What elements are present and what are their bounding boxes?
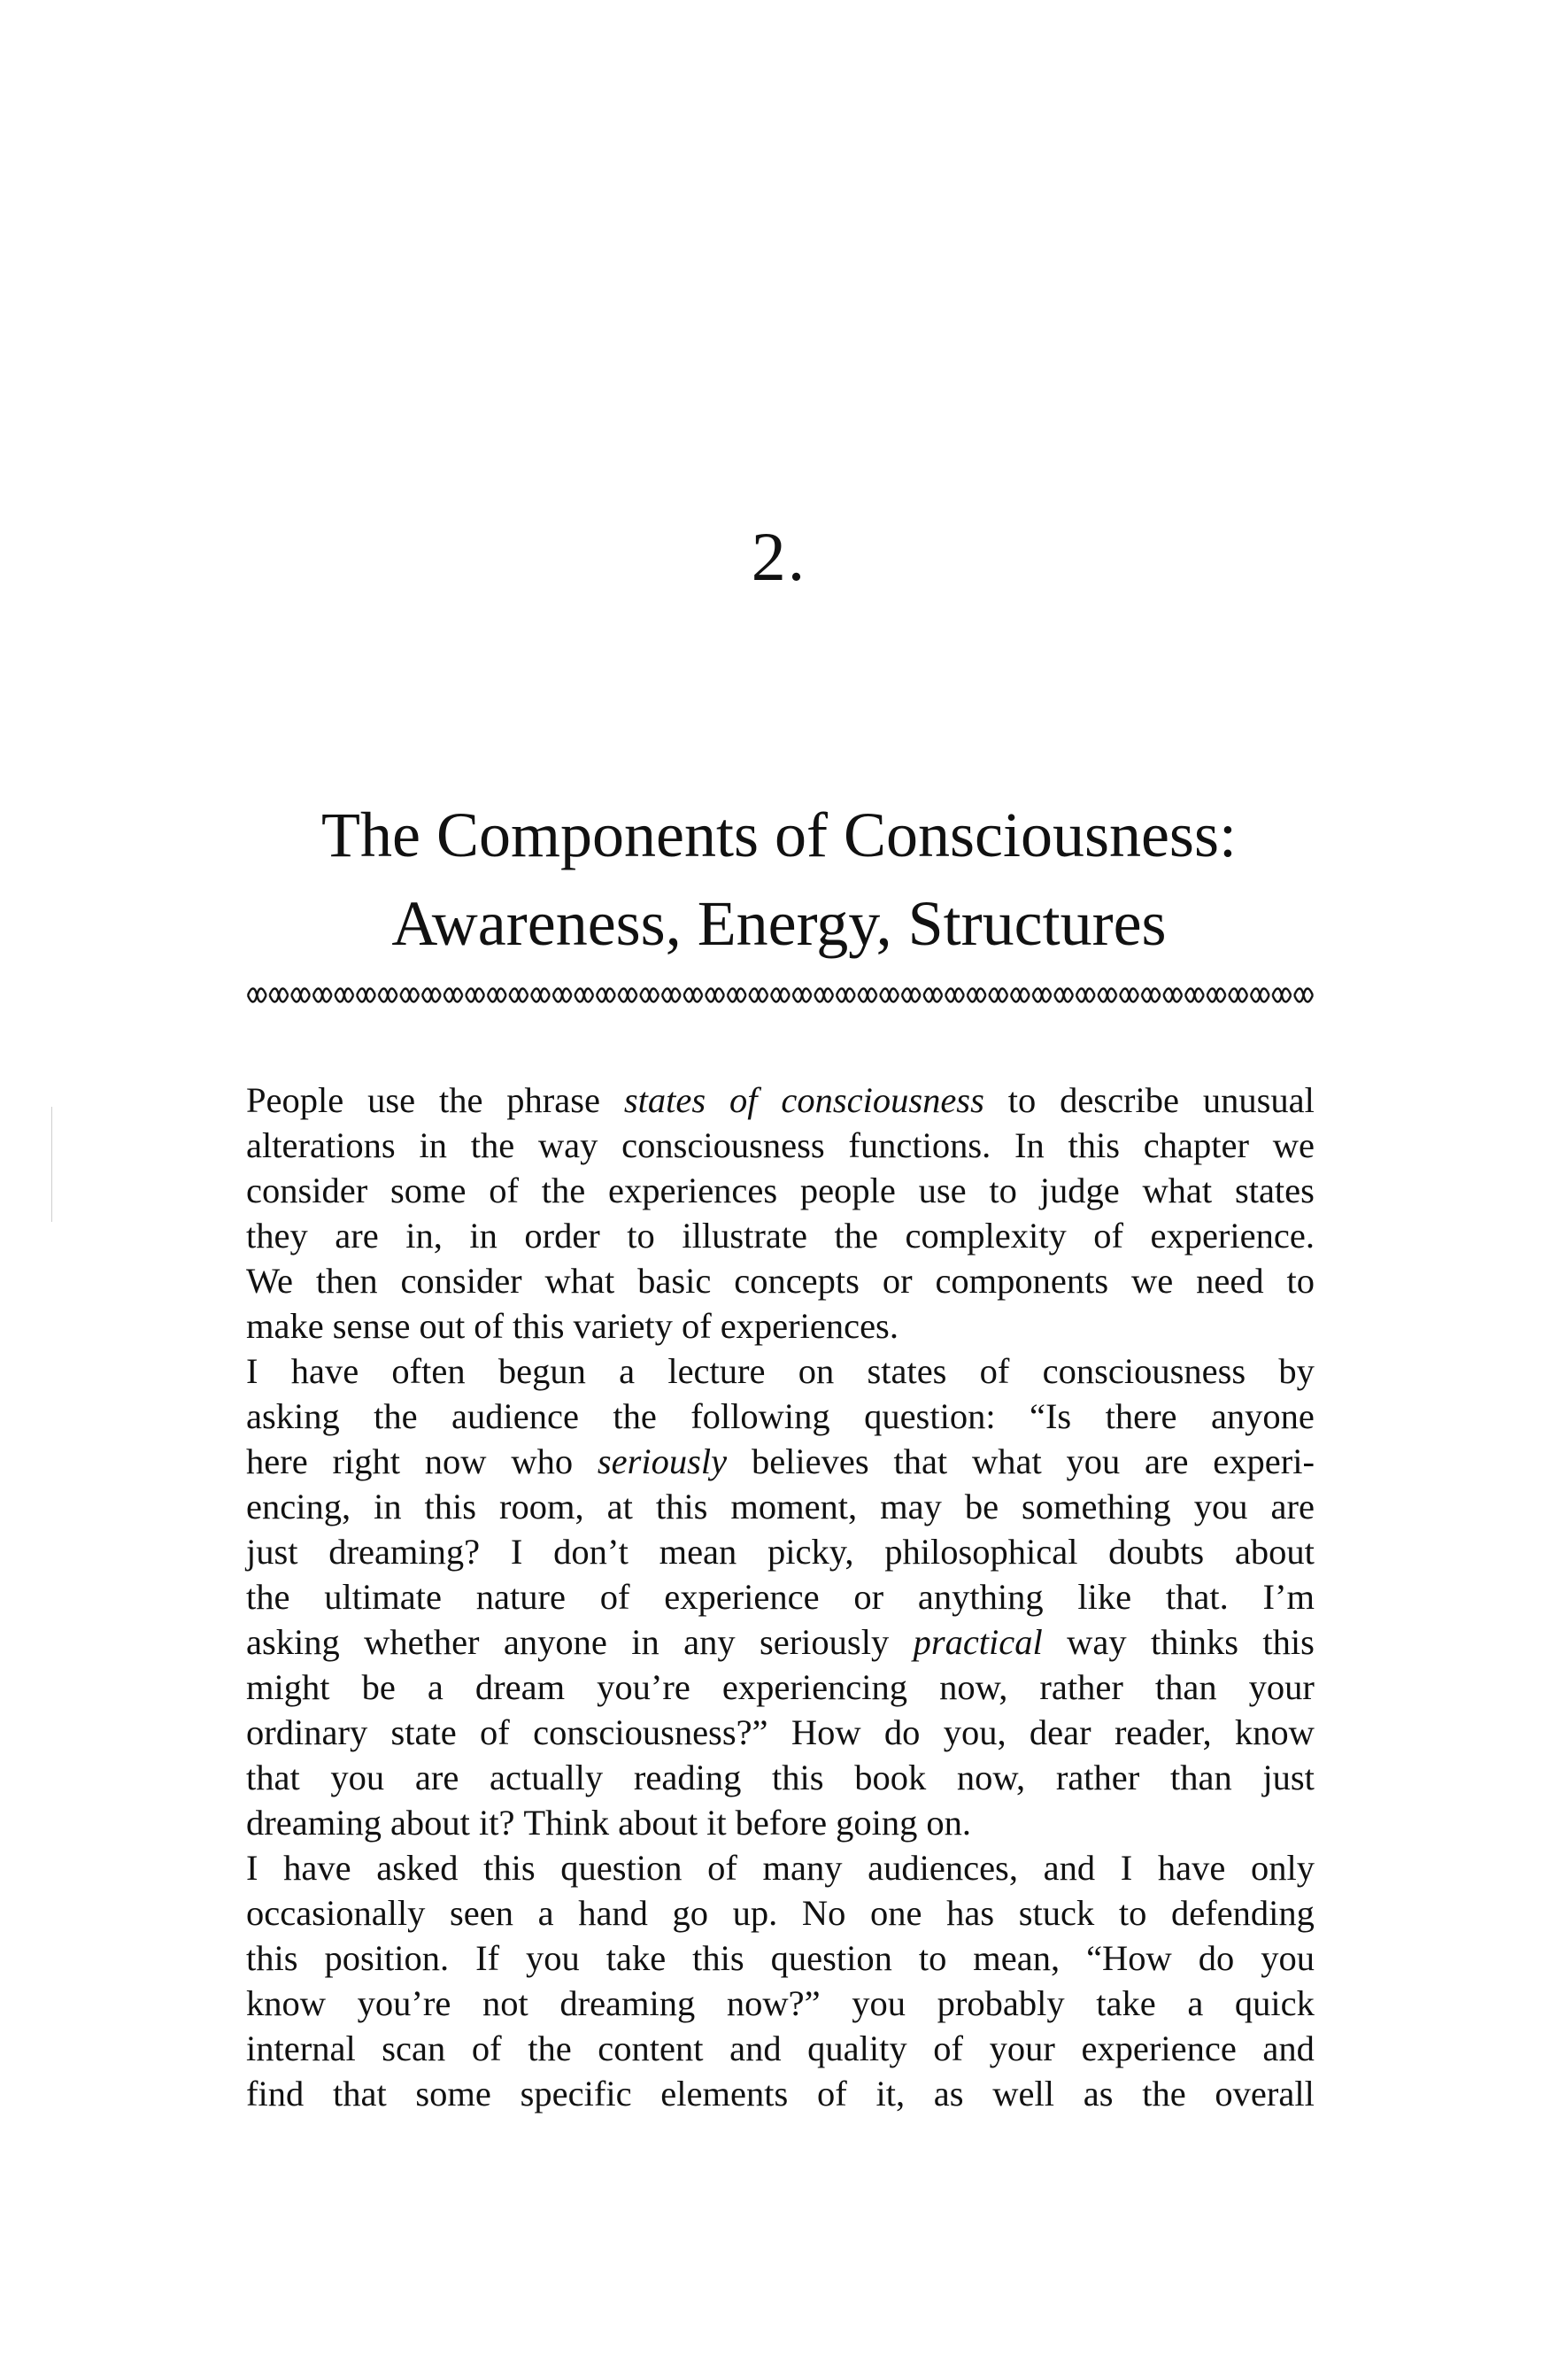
word: order [524, 1216, 600, 1256]
word: this [483, 1848, 536, 1888]
word: you’re [357, 1983, 451, 2023]
word: I [1120, 1848, 1133, 1888]
word: quality [807, 2028, 907, 2068]
word: have [283, 1848, 351, 1888]
word: by [1278, 1351, 1315, 1391]
word: question: [864, 1396, 996, 1436]
word: on [798, 1351, 835, 1391]
word: consciousness [1042, 1351, 1246, 1391]
word: about [390, 1803, 470, 1843]
word: use [918, 1171, 967, 1210]
word: this [512, 1306, 565, 1346]
body-text [246, 1078, 1315, 2116]
word: and [729, 2028, 782, 2068]
word: functions. [848, 1125, 991, 1165]
word: consciousness?” [533, 1712, 768, 1752]
word: are [414, 1758, 459, 1797]
word: than [1169, 1758, 1232, 1797]
scan-margin-mark [51, 1107, 52, 1222]
word: Think [523, 1803, 610, 1843]
word: states [867, 1351, 947, 1391]
word: audience [451, 1396, 579, 1436]
word: ordinary [246, 1712, 368, 1752]
word: internal [246, 2028, 356, 2068]
word: do [883, 1712, 921, 1752]
text-line [246, 1890, 1315, 1936]
word: a [619, 1351, 636, 1391]
word: content [598, 2028, 704, 2068]
word: audiences, [868, 1848, 1018, 1888]
word: the [246, 1577, 290, 1617]
word: just [1262, 1758, 1315, 1797]
word: of [474, 1306, 504, 1346]
word: No [801, 1893, 846, 1933]
word: than [1154, 1667, 1217, 1707]
word: ultimate [324, 1577, 442, 1617]
word: states [1234, 1171, 1315, 1210]
word: asking [246, 1396, 340, 1436]
text-line [246, 1258, 1315, 1303]
text-line [246, 1303, 1315, 1348]
word: that [246, 1758, 300, 1797]
word: way [537, 1125, 598, 1165]
text-line [246, 1123, 1315, 1168]
word: take [1096, 1983, 1156, 2023]
word: of [979, 1351, 1010, 1391]
chapter-title-line-1: The Components of Consciousness: [321, 800, 1237, 870]
text-line [246, 1348, 1315, 1394]
word: experi- [1213, 1441, 1315, 1481]
word: you [1066, 1441, 1121, 1481]
word: begun [497, 1351, 586, 1391]
text-line [246, 1484, 1315, 1529]
word: following [690, 1396, 830, 1436]
word: hand [578, 1893, 648, 1933]
word: consciousness [621, 1125, 825, 1165]
word: experiences [608, 1171, 778, 1210]
word: well [992, 2074, 1054, 2113]
word: seriously [759, 1622, 890, 1662]
word: are [335, 1216, 379, 1256]
word: any [683, 1622, 736, 1662]
chapter-number: 2. [751, 518, 807, 595]
word: variety [573, 1306, 673, 1346]
word: occasionally [246, 1893, 426, 1933]
word: asked [376, 1848, 459, 1888]
word: what [971, 1441, 1042, 1481]
word: make [246, 1306, 324, 1346]
word: way [1067, 1622, 1127, 1662]
word: about [618, 1803, 698, 1843]
word: rather [1055, 1758, 1140, 1797]
word: probably [937, 1983, 1065, 2023]
word: some [415, 2074, 491, 2113]
word: In [1014, 1125, 1045, 1165]
word: room, [499, 1487, 584, 1526]
text-line [246, 2071, 1315, 2116]
word: what [1142, 1171, 1213, 1210]
italic-word: states [623, 1080, 706, 1120]
word: sense [332, 1306, 411, 1346]
word: nature [475, 1577, 566, 1617]
word: as [1083, 2074, 1114, 2113]
word: rather [1039, 1667, 1123, 1707]
word: this [1068, 1125, 1121, 1165]
text-line [246, 1394, 1315, 1439]
text-line [246, 1439, 1315, 1484]
word: who [511, 1441, 574, 1481]
word: scan [382, 2028, 446, 2068]
word: complexity [905, 1216, 1067, 1256]
word: know [246, 1983, 326, 2023]
word: seen [450, 1893, 513, 1933]
word: We [246, 1261, 293, 1301]
word: find [246, 2074, 305, 2113]
word: encing, [246, 1487, 351, 1526]
text-line [246, 1619, 1315, 1665]
word: one [870, 1893, 922, 1933]
word: not [482, 1983, 528, 2023]
word: of [816, 2074, 847, 2113]
word: you [526, 1938, 580, 1978]
word: may [880, 1487, 942, 1526]
word: of [707, 1848, 737, 1888]
word: a [537, 1893, 554, 1933]
word: have [1157, 1848, 1226, 1888]
word: it [706, 1803, 727, 1843]
word: If [475, 1938, 500, 1978]
word: as [933, 2074, 964, 2113]
word: you, [943, 1712, 1007, 1752]
word: a [427, 1667, 443, 1707]
word: you’re [597, 1667, 690, 1707]
text-line [246, 1710, 1315, 1755]
word: lecture [667, 1351, 766, 1391]
word: often [391, 1351, 466, 1391]
word: consider [246, 1171, 368, 1210]
word: dreaming [559, 1983, 696, 2023]
word: experiences. [720, 1306, 899, 1346]
word: of [1093, 1216, 1123, 1256]
word: here [246, 1441, 308, 1481]
word: people [799, 1171, 896, 1210]
word: I’m [1262, 1577, 1315, 1617]
word: People [246, 1080, 344, 1120]
word: mean, [973, 1938, 1061, 1978]
word: this [1262, 1622, 1315, 1662]
text-line [246, 1800, 1315, 1845]
word: the [834, 1216, 879, 1256]
word: anyone [503, 1622, 607, 1662]
text-line [246, 1665, 1315, 1710]
word: this [246, 1938, 298, 1978]
word: dreaming? [328, 1532, 481, 1572]
italic-word: seriously [597, 1441, 728, 1481]
word: know [1234, 1712, 1315, 1752]
word: going [836, 1803, 918, 1843]
word: this [655, 1487, 708, 1526]
text-line [246, 1845, 1315, 1890]
word: be [964, 1487, 999, 1526]
text-line [246, 1936, 1315, 1981]
word: components [935, 1261, 1109, 1301]
chapter-title-line-2: Awareness, Energy, Structures [391, 888, 1167, 959]
word: the [438, 1080, 483, 1120]
word: question [560, 1848, 683, 1888]
text-line [246, 1574, 1315, 1619]
word: go [672, 1893, 709, 1933]
word: something [1022, 1487, 1171, 1526]
word: in [419, 1125, 447, 1165]
word: anything [917, 1577, 1044, 1617]
word: we [1131, 1261, 1174, 1301]
word: position. [324, 1938, 450, 1978]
word: basic [637, 1261, 712, 1301]
word: now?” [726, 1983, 821, 2023]
word: many [762, 1848, 843, 1888]
word: you [1261, 1938, 1315, 1978]
word: might [246, 1667, 330, 1707]
word: right [332, 1441, 400, 1481]
word: be [361, 1667, 396, 1707]
decorative-ornament-rule [246, 983, 1315, 1008]
word: thinks [1151, 1622, 1239, 1662]
word: stuck [1018, 1893, 1095, 1933]
word: reading [633, 1758, 742, 1797]
word: are [1145, 1441, 1189, 1481]
word: of [681, 1306, 712, 1346]
word: experience. [1150, 1216, 1315, 1256]
word: then [315, 1261, 378, 1301]
text-line [246, 2026, 1315, 2071]
word: specific [520, 2074, 632, 2113]
word: question [770, 1938, 892, 1978]
word: dear [1029, 1712, 1091, 1752]
word: of [933, 2028, 963, 2068]
word: dreaming [246, 1803, 382, 1843]
word: the [528, 2028, 572, 2068]
word: do [1198, 1938, 1235, 1978]
text-line [246, 1213, 1315, 1258]
word: of [480, 1712, 510, 1752]
word: of [489, 1171, 519, 1210]
word: that. [1165, 1577, 1229, 1617]
word: out [419, 1306, 466, 1346]
word: now, [956, 1758, 1026, 1797]
word: this [424, 1487, 477, 1526]
word: the [541, 1171, 586, 1210]
word: actually [490, 1758, 604, 1797]
word: moment, [730, 1487, 858, 1526]
word: before [735, 1803, 828, 1843]
word: don’t [553, 1532, 629, 1572]
word: your [1248, 1667, 1315, 1707]
word: experiencing [721, 1667, 908, 1707]
word: in [631, 1622, 659, 1662]
word: have [290, 1351, 359, 1391]
word: it, [875, 2074, 906, 2113]
word: up. [732, 1893, 778, 1933]
word: at [606, 1487, 633, 1526]
word: elements [660, 2074, 789, 2113]
word: of [599, 1577, 630, 1617]
word: book [854, 1758, 927, 1797]
text-line [246, 1755, 1315, 1800]
word: consider [400, 1261, 522, 1301]
word: believes [751, 1441, 869, 1481]
word: are [1270, 1487, 1315, 1526]
word: picky, [767, 1532, 854, 1572]
word: and [1262, 2028, 1315, 2068]
word: they [246, 1216, 308, 1256]
word: some [390, 1171, 467, 1210]
word: you [1193, 1487, 1248, 1526]
word: or [853, 1577, 884, 1617]
word: quick [1234, 1983, 1315, 2023]
word: to [989, 1171, 1017, 1210]
word: on. [926, 1803, 971, 1843]
word: like [1077, 1577, 1132, 1617]
word: unusual [1202, 1080, 1315, 1120]
word: there [1105, 1396, 1177, 1436]
word: I [246, 1848, 258, 1888]
word: illustrate [682, 1216, 808, 1256]
word: How [791, 1712, 861, 1752]
word: judge [1039, 1171, 1120, 1210]
word: I [246, 1351, 258, 1391]
word: just [246, 1532, 298, 1572]
word: need [1196, 1261, 1264, 1301]
word: overall [1215, 2074, 1315, 2113]
word: chapter [1143, 1125, 1249, 1165]
word: this [692, 1938, 744, 1978]
word: we [1272, 1125, 1315, 1165]
word: to [1007, 1080, 1037, 1120]
word: alterations [246, 1125, 396, 1165]
word: what [544, 1261, 615, 1301]
word: state [390, 1712, 457, 1752]
word: it? [478, 1803, 515, 1843]
word: to [627, 1216, 655, 1256]
word: this [772, 1758, 824, 1797]
word: you [852, 1983, 906, 2023]
word: anyone [1210, 1396, 1315, 1436]
italic-word: practical [913, 1622, 1043, 1662]
word: or [882, 1261, 913, 1301]
word: only [1250, 1848, 1315, 1888]
word: to [1286, 1261, 1315, 1301]
word: describe [1060, 1080, 1180, 1120]
word: to [1118, 1893, 1147, 1933]
word: a [1187, 1983, 1204, 2023]
word: now [424, 1441, 487, 1481]
word: phrase [506, 1080, 600, 1120]
word: of [471, 2028, 502, 2068]
text-line [246, 1168, 1315, 1213]
text-line [246, 1981, 1315, 2026]
word: philosophical [884, 1532, 1078, 1572]
word: dream [474, 1667, 566, 1707]
word: experience [664, 1577, 820, 1617]
word: “How [1086, 1938, 1172, 1978]
word: has [946, 1893, 995, 1933]
word: the [613, 1396, 657, 1436]
word: that [332, 2074, 387, 2113]
word: in [469, 1216, 497, 1256]
word: the [374, 1396, 418, 1436]
chapter-title [0, 791, 1558, 968]
word: now, [939, 1667, 1008, 1707]
word: whether [364, 1622, 480, 1662]
word: reader, [1114, 1712, 1212, 1752]
italic-word: of [729, 1080, 758, 1120]
word: the [1142, 2074, 1186, 2113]
word: use [367, 1080, 416, 1120]
word: experience [1081, 2028, 1237, 2068]
word: asking [246, 1622, 340, 1662]
word: in [374, 1487, 402, 1526]
word: I [510, 1532, 523, 1572]
word: in, [405, 1216, 443, 1256]
word: concepts [734, 1261, 860, 1301]
text-line [246, 1078, 1315, 1123]
word: your [989, 2028, 1055, 2068]
word: doubts [1108, 1532, 1205, 1572]
word: about [1234, 1532, 1315, 1572]
word: defending [1170, 1893, 1315, 1933]
word: to [918, 1938, 947, 1978]
word: and [1043, 1848, 1096, 1888]
word: mean [659, 1532, 737, 1572]
word: the [470, 1125, 515, 1165]
text-line [246, 1529, 1315, 1574]
ornament-pattern [246, 983, 1315, 1008]
word: take [605, 1938, 667, 1978]
word: you [330, 1758, 385, 1797]
word: “Is [1029, 1396, 1072, 1436]
italic-word: consciousness [781, 1080, 984, 1120]
word: that [893, 1441, 948, 1481]
